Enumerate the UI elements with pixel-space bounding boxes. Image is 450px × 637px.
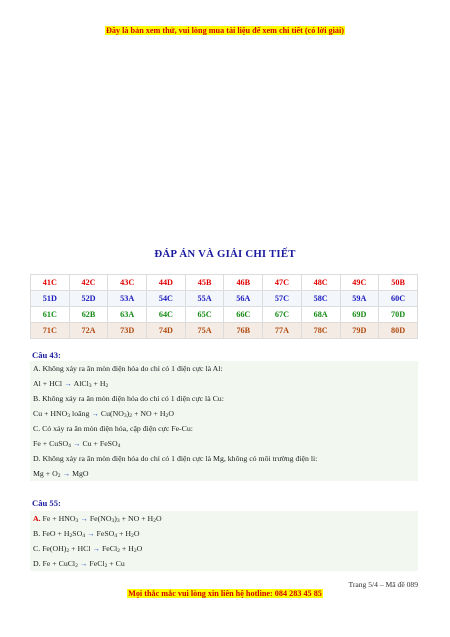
q43-option-d-equation: $Mg + O_2$ → MgO	[33, 469, 89, 479]
answer-cell: 46B	[224, 275, 263, 291]
answer-cell: 79D	[340, 323, 379, 339]
answer-cell: 75A	[185, 323, 224, 339]
question-55-solution	[30, 511, 418, 571]
answer-cell: 42C	[69, 275, 108, 291]
answer-cell: 50B	[379, 275, 418, 291]
answer-cell: 76B	[224, 323, 263, 339]
answer-cell: 66C	[224, 307, 263, 323]
answer-cell: 55A	[185, 291, 224, 307]
answer-cell: 70D	[379, 307, 418, 323]
answer-cell: 44D	[147, 275, 186, 291]
answer-cell: 73D	[108, 323, 147, 339]
answer-cell: 64C	[147, 307, 186, 323]
q43-option-a-equation: Al + HCl → AlCl$_3$ + $H_2$	[33, 379, 109, 389]
q43-option-b-equation: $Cu + HNO_3$ loãng → $Cu(NO_3)_2$ + NO + $H_2O$	[33, 409, 174, 419]
hotline-banner	[0, 589, 450, 598]
answer-cell: 71C	[31, 323, 70, 339]
answer-cell: 45B	[185, 275, 224, 291]
preview-notice-text: Đây là bản xem thử, vui lòng mua tài liệu để xem chi tiết (có lời giải)	[105, 26, 344, 35]
answer-cell: 67C	[263, 307, 302, 323]
answer-cell: 74D	[147, 323, 186, 339]
answer-cell: 57C	[263, 291, 302, 307]
answer-cell: 41C	[31, 275, 70, 291]
page-number: Trang 5/4 – Mã đề 089	[348, 580, 418, 589]
answer-cell: 54C	[147, 291, 186, 307]
answer-cell: 58C	[301, 291, 340, 307]
answer-cell: 65C	[185, 307, 224, 323]
q55-option-a-equation: A. $Fe + HNO_3 \to Fe(NO_3)_3$ + NO + $H_2O$	[33, 514, 162, 524]
q43-option-a-text: A. Không xảy ra ăn mòn điện hóa do chỉ có 1 điện cực là Al:	[33, 364, 223, 373]
answer-cell: 68A	[301, 307, 340, 323]
answer-cell: 56A	[224, 291, 263, 307]
answer-cell: 80D	[379, 323, 418, 339]
answer-cell: 60C	[379, 291, 418, 307]
answer-row	[31, 291, 418, 307]
answer-cell: 51D	[31, 291, 70, 307]
answer-row	[31, 307, 418, 323]
answer-cell: 52D	[69, 291, 108, 307]
answer-cell: 47C	[263, 275, 302, 291]
q55-option-c-equation: C. $Fe(OH)_2$ + HCl → FeCl$_2$ + $H_2O$	[33, 544, 143, 554]
answer-cell: 69D	[340, 307, 379, 323]
answer-cell: 63A	[108, 307, 147, 323]
preview-notice-banner	[0, 26, 450, 35]
q43-option-b-text: B. Không xảy ra ăn mòn điện hóa do chỉ có 1 điện cực là Cu:	[33, 394, 224, 403]
answer-cell: 43C	[108, 275, 147, 291]
answer-cell: 59A	[340, 291, 379, 307]
answer-cell: 61C	[31, 307, 70, 323]
answer-row	[31, 275, 418, 291]
q43-option-c-text: C. Có xảy ra ăn mòn điện hóa, cặp điện cực Fe-Cu:	[33, 424, 193, 433]
answer-row	[31, 323, 418, 339]
hotline-text: Mọi thắc mắc vui lòng xin liên hệ hotline: 084 283 45 85	[128, 589, 322, 598]
question-43-heading: Câu 43:	[32, 350, 61, 360]
question-55-heading: Câu 55:	[32, 498, 61, 508]
answer-cell: 78C	[301, 323, 340, 339]
page-title: ĐÁP ÁN VÀ GIẢI CHI TIẾT	[154, 248, 296, 260]
q55-option-b-equation: B. FeO + $H_2SO_4$ → FeSO$_4$ + $H_2O$	[33, 529, 140, 539]
q43-option-c-equation: Fe + CuSO$_4$ → Cu + FeSO$_4$	[33, 439, 121, 449]
answer-cell: 48C	[301, 275, 340, 291]
answer-cell: 72A	[69, 323, 108, 339]
answer-cell: 77A	[263, 323, 302, 339]
answer-cell: 49C	[340, 275, 379, 291]
answer-cell: 62B	[69, 307, 108, 323]
q43-option-d-text: D. Không xảy ra ăn mòn điện hóa do chỉ có 1 điện cực là Mg, không có môi trường điện li:	[33, 454, 318, 463]
question-43-solution	[30, 361, 418, 481]
q55-option-d-equation: D. Fe + CuCl$_2$ → FeCl$_2$ + Cu	[33, 559, 125, 569]
answer-table	[30, 274, 418, 339]
answer-cell: 53A	[108, 291, 147, 307]
